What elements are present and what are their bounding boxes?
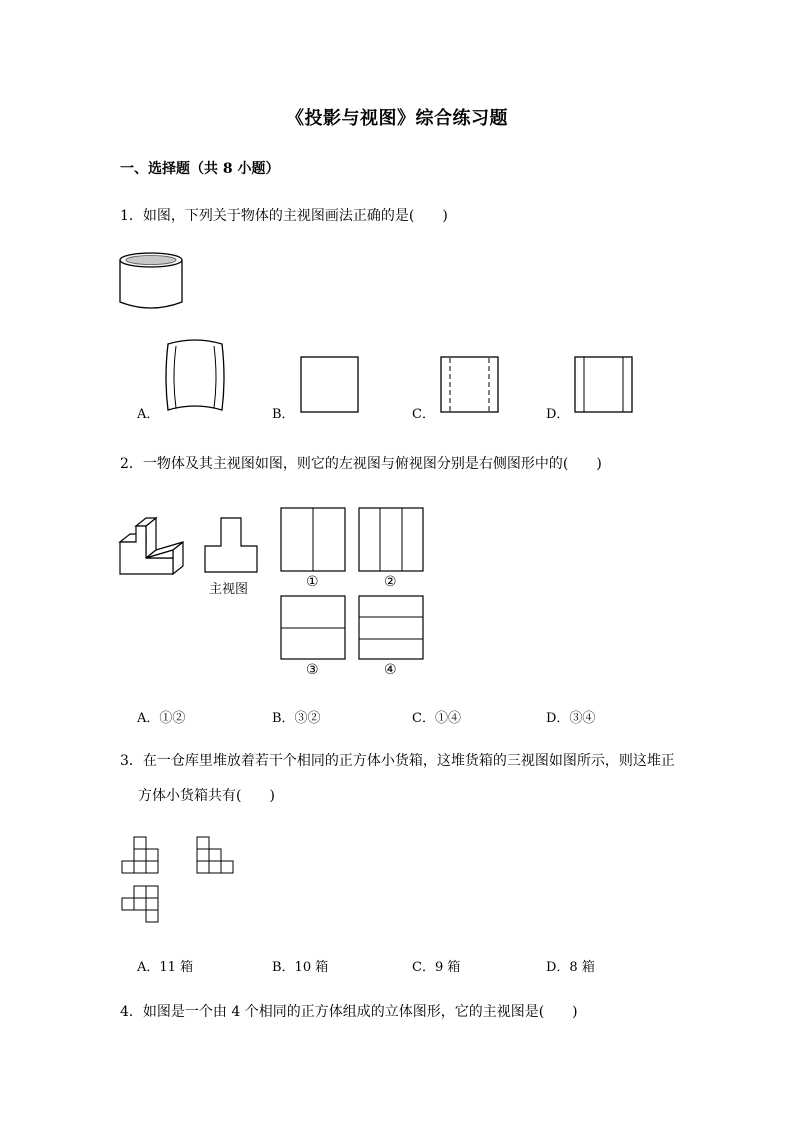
q1-option-d-figure[interactable] (574, 356, 634, 414)
page-title: 《投影与视图》综合练习题 (286, 108, 508, 129)
q2-option-c[interactable]: C．①④ (412, 711, 461, 726)
q2-mark-1: ① (306, 574, 319, 590)
q2-figure-2 (358, 507, 426, 573)
q3-option-a[interactable]: A．11 箱 (137, 960, 194, 975)
q1-option-c-figure[interactable] (440, 356, 500, 414)
q1-option-b[interactable]: B． (272, 407, 295, 422)
q2-front-view-figure (203, 516, 259, 574)
q3-option-c[interactable]: C．9 箱 (412, 960, 461, 975)
q2-mark-3: ③ (306, 662, 319, 678)
q1-option-b-figure[interactable] (300, 356, 360, 414)
q3-front-view-figure (120, 835, 162, 877)
q2-mark-4: ④ (384, 662, 397, 678)
q1-option-d[interactable]: D． (546, 407, 570, 422)
question-2-text: 2．一物体及其主视图如图，则它的左视图与俯视图分别是右侧图形中的( ) (120, 456, 602, 472)
q2-mark-2: ② (384, 574, 397, 590)
q3-option-b[interactable]: B．10 箱 (272, 960, 329, 975)
q3-side-view-figure (195, 835, 237, 877)
q2-figure-3 (280, 595, 348, 661)
q2-front-view-label: 主视图 (209, 582, 249, 597)
section-heading: 一、选择题（共 8 小题） (120, 161, 280, 177)
q2-option-d[interactable]: D．③④ (546, 711, 596, 726)
q1-option-c[interactable]: C． (412, 407, 435, 422)
q3-top-view-figure (120, 884, 162, 926)
question-1-text: 1．如图，下列关于物体的主视图画法正确的是( ) (120, 208, 448, 224)
q2-option-b[interactable]: B．③② (272, 711, 321, 726)
question-4-text: 4．如图是一个由 4 个相同的正方体组成的立体图形，它的主视图是( ) (120, 1004, 578, 1020)
q1-option-a[interactable]: A． (137, 407, 160, 422)
q3-option-d[interactable]: D．8 箱 (546, 960, 595, 975)
q1-option-a-figure[interactable] (162, 340, 228, 415)
q2-solid-figure (118, 508, 188, 580)
question-3-text-line1: 3．在一仓库里堆放着若干个相同的正方体小货箱，这堆货箱的三视图如图所示，则这堆正 (120, 753, 675, 769)
q2-option-a[interactable]: A．①② (137, 711, 186, 726)
question-3-text-line2: 方体小货箱共有( ) (138, 788, 275, 804)
q2-figure-1 (280, 507, 348, 573)
q2-figure-4 (358, 595, 426, 661)
q1-cylinder-figure (118, 250, 188, 316)
